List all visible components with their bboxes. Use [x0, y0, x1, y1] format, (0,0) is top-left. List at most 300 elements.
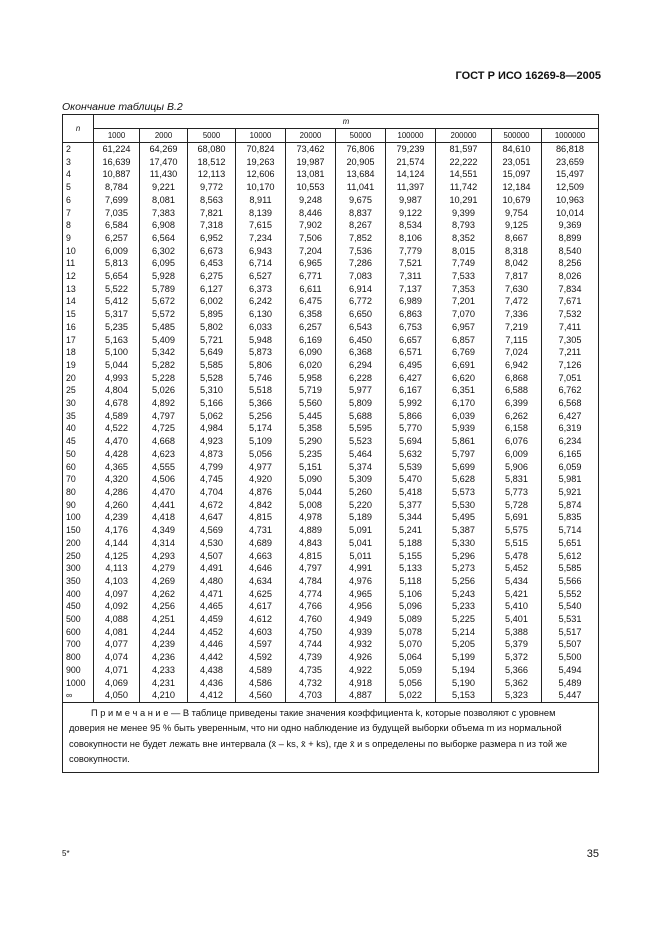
- table-cell: 5,572: [140, 308, 188, 321]
- table-cell: 5,409: [140, 334, 188, 347]
- table-cell: 4,555: [140, 461, 188, 474]
- row-label-n: 20: [63, 372, 94, 385]
- table-cell: 4,050: [94, 689, 140, 702]
- table-cell: 5,507: [542, 638, 599, 651]
- row-label-n: 17: [63, 334, 94, 347]
- table-cell: 5,797: [436, 448, 492, 461]
- table-cell: 6,090: [286, 346, 336, 359]
- table-cell: 4,442: [188, 651, 236, 664]
- column-header: 100000: [386, 129, 436, 143]
- table-cell: 10,887: [94, 168, 140, 181]
- table-cell: 7,779: [386, 245, 436, 258]
- row-label-n: 15: [63, 308, 94, 321]
- table-cell: 4,560: [236, 689, 286, 702]
- table-cell: 5,464: [336, 448, 386, 461]
- table-cell: 6,033: [236, 321, 286, 334]
- table-cell: 7,115: [492, 334, 542, 347]
- table-cell: 4,231: [140, 677, 188, 690]
- row-label-n: 12: [63, 270, 94, 283]
- table-cell: 6,957: [436, 321, 492, 334]
- table-cell: 13,684: [336, 168, 386, 181]
- table-cell: 6,588: [492, 384, 542, 397]
- column-header: 500000: [492, 129, 542, 143]
- table-cell: 5,090: [286, 473, 336, 486]
- table-cell: 5,809: [336, 397, 386, 410]
- row-label-n: 700: [63, 638, 94, 651]
- table-cell: 7,834: [542, 283, 599, 296]
- table-cell: 8,667: [492, 232, 542, 245]
- row-label-n: ∞: [63, 689, 94, 702]
- table-cell: 5,699: [436, 461, 492, 474]
- table-cell: 4,663: [236, 550, 286, 563]
- column-header-row: [63, 129, 599, 143]
- table-cell: 4,760: [286, 613, 336, 626]
- table-note: П р и м е ч а н и е — В таблице приведены такие значения коэффициента k, которые позволяют с уровнем доверия не менее 95 % быть уверенным, что ни одно наблюдение из будущей выборки объема m из нормальной совокупности не будет лежать вне интервала (x̄ – ks, x̄ + ks), где x̄ и s определены по выборке размера n из той же совокупности.: [63, 702, 599, 772]
- table-cell: 5,773: [492, 486, 542, 499]
- table-cell: 6,857: [436, 334, 492, 347]
- table-row: [63, 600, 599, 613]
- table-cell: 10,553: [286, 181, 336, 194]
- table-cell: 5,719: [286, 384, 336, 397]
- table-cell: 6,257: [286, 321, 336, 334]
- table-cell: 4,438: [188, 664, 236, 677]
- table-cell: 4,923: [188, 435, 236, 448]
- table-cell: 5,388: [492, 626, 542, 639]
- table-row: [63, 194, 599, 207]
- table-cell: 4,470: [140, 486, 188, 499]
- table-cell: 5,106: [386, 588, 436, 601]
- table-cell: 6,772: [336, 295, 386, 308]
- table-row: [63, 283, 599, 296]
- table-cell: 4,956: [336, 600, 386, 613]
- table-cell: 5,866: [386, 410, 436, 423]
- table-row: [63, 511, 599, 524]
- table-cell: 5,153: [436, 689, 492, 702]
- table-cell: 5,530: [436, 499, 492, 512]
- table-cell: 4,634: [236, 575, 286, 588]
- row-label-n: 4: [63, 168, 94, 181]
- table-cell: 5,500: [542, 651, 599, 664]
- table-cell: 5,531: [542, 613, 599, 626]
- table-cell: 5,714: [542, 524, 599, 537]
- table-cell: 5,628: [436, 473, 492, 486]
- table-cell: 9,369: [542, 219, 599, 232]
- table-row: [63, 295, 599, 308]
- table-cell: 4,088: [94, 613, 140, 626]
- table-cell: 4,286: [94, 486, 140, 499]
- table-row: [63, 664, 599, 677]
- table-cell: 6,228: [336, 372, 386, 385]
- table-row: [63, 156, 599, 169]
- table-cell: 5,118: [386, 575, 436, 588]
- table-cell: 4,842: [236, 499, 286, 512]
- sheet-mark: 5*: [62, 849, 70, 858]
- table-cell: 5,518: [236, 384, 286, 397]
- table-cell: 5,205: [436, 638, 492, 651]
- table-cell: 4,269: [140, 575, 188, 588]
- table-cell: 5,447: [542, 689, 599, 702]
- row-label-n: 7: [63, 207, 94, 220]
- table-cell: 5,194: [436, 664, 492, 677]
- table-cell: 8,256: [542, 257, 599, 270]
- row-label-n: 1000: [63, 677, 94, 690]
- table-cell: 5,056: [386, 677, 436, 690]
- table-cell: 5,921: [542, 486, 599, 499]
- table-cell: 6,319: [542, 422, 599, 435]
- column-header: 200000: [436, 129, 492, 143]
- col-group-header: m: [94, 115, 599, 129]
- table-cell: 4,597: [236, 638, 286, 651]
- table-cell: 4,766: [286, 600, 336, 613]
- table-cell: 20,905: [336, 156, 386, 169]
- table-cell: 5,366: [236, 397, 286, 410]
- table-cell: 5,906: [492, 461, 542, 474]
- table-cell: 4,418: [140, 511, 188, 524]
- table-cell: 6,170: [436, 397, 492, 410]
- table-cell: 4,428: [94, 448, 140, 461]
- table-cell: 6,020: [286, 359, 336, 372]
- table-cell: 4,069: [94, 677, 140, 690]
- table-row: [63, 346, 599, 359]
- table-row: [63, 651, 599, 664]
- table-cell: 5,228: [140, 372, 188, 385]
- table-cell: 73,462: [286, 143, 336, 156]
- table-cell: 5,310: [188, 384, 236, 397]
- table-cell: 4,470: [94, 435, 140, 448]
- table-cell: 5,632: [386, 448, 436, 461]
- row-label-n: 900: [63, 664, 94, 677]
- table-cell: 4,774: [286, 588, 336, 601]
- table-cell: 6,868: [492, 372, 542, 385]
- table-cell: 5,188: [386, 537, 436, 550]
- table-cell: 6,368: [336, 346, 386, 359]
- table-cell: 4,586: [236, 677, 286, 690]
- table-cell: 4,965: [336, 588, 386, 601]
- table-cell: 10,291: [436, 194, 492, 207]
- row-label-n: 19: [63, 359, 94, 372]
- table-cell: 5,214: [436, 626, 492, 639]
- table-row: [63, 257, 599, 270]
- table-cell: 5,062: [188, 410, 236, 423]
- table-cell: 5,044: [286, 486, 336, 499]
- table-cell: 6,130: [236, 308, 286, 321]
- table-cell: 6,571: [386, 346, 436, 359]
- table-cell: 10,170: [236, 181, 286, 194]
- table-cell: 4,365: [94, 461, 140, 474]
- table-cell: 4,993: [94, 372, 140, 385]
- table-cell: 5,412: [94, 295, 140, 308]
- table-cell: 5,421: [492, 588, 542, 601]
- row-label-n: 300: [63, 562, 94, 575]
- table-cell: 5,199: [436, 651, 492, 664]
- table-cell: 5,233: [436, 600, 492, 613]
- table-cell: 17,470: [140, 156, 188, 169]
- table-cell: 5,992: [386, 397, 436, 410]
- table-row: [63, 422, 599, 435]
- table-cell: 5,539: [386, 461, 436, 474]
- table-cell: 5,977: [336, 384, 386, 397]
- table-cell: 5,163: [94, 334, 140, 347]
- table-cell: 5,522: [94, 283, 140, 296]
- table-cell: 4,784: [286, 575, 336, 588]
- table-cell: 5,802: [188, 321, 236, 334]
- table-cell: 4,441: [140, 499, 188, 512]
- table-cell: 7,035: [94, 207, 140, 220]
- table-cell: 4,984: [188, 422, 236, 435]
- table-cell: 7,630: [492, 283, 542, 296]
- table-cell: 4,260: [94, 499, 140, 512]
- row-label-n: 800: [63, 651, 94, 664]
- row-label-n: 250: [63, 550, 94, 563]
- table-cell: 4,668: [140, 435, 188, 448]
- table-cell: 7,353: [436, 283, 492, 296]
- table-cell: 4,647: [188, 511, 236, 524]
- table-cell: 5,056: [236, 448, 286, 461]
- table-cell: 5,235: [286, 448, 336, 461]
- table-cell: 6,965: [286, 257, 336, 270]
- table-cell: 4,176: [94, 524, 140, 537]
- table-cell: 9,399: [436, 207, 492, 220]
- table-row: [63, 359, 599, 372]
- table-cell: 8,015: [436, 245, 492, 258]
- table-cell: 5,133: [386, 562, 436, 575]
- table-cell: 4,617: [236, 600, 286, 613]
- table-cell: 4,689: [236, 537, 286, 550]
- table-cell: 5,290: [286, 435, 336, 448]
- table-cell: 6,095: [140, 257, 188, 270]
- table-cell: 5,225: [436, 613, 492, 626]
- table-cell: 8,837: [336, 207, 386, 220]
- table-cell: 5,489: [542, 677, 599, 690]
- table-cell: 7,383: [140, 207, 188, 220]
- table-cell: 6,620: [436, 372, 492, 385]
- table-cell: 6,294: [336, 359, 386, 372]
- table-cell: 4,251: [140, 613, 188, 626]
- table-cell: 5,070: [386, 638, 436, 651]
- table-cell: 5,064: [386, 651, 436, 664]
- table-cell: 5,515: [492, 537, 542, 550]
- column-header: 50000: [336, 129, 386, 143]
- row-label-n: 35: [63, 410, 94, 423]
- table-cell: 6,076: [492, 435, 542, 448]
- table-cell: 9,987: [386, 194, 436, 207]
- table-cell: 4,589: [94, 410, 140, 423]
- table-cell: 21,574: [386, 156, 436, 169]
- table-cell: 5,243: [436, 588, 492, 601]
- table-cell: 8,352: [436, 232, 492, 245]
- table-cell: 7,536: [336, 245, 386, 258]
- table-cell: 4,873: [188, 448, 236, 461]
- table-cell: 4,892: [140, 397, 188, 410]
- table-cell: 4,815: [286, 550, 336, 563]
- table-cell: 15,497: [542, 168, 599, 181]
- table-cell: 12,606: [236, 168, 286, 181]
- table-cell: 5,323: [492, 689, 542, 702]
- table-cell: 9,675: [336, 194, 386, 207]
- table-cell: 5,078: [386, 626, 436, 639]
- column-header: 1000000: [542, 129, 599, 143]
- table-cell: 6,475: [286, 295, 336, 308]
- table-cell: 6,002: [188, 295, 236, 308]
- table-cell: 5,366: [492, 664, 542, 677]
- table-cell: 5,654: [94, 270, 140, 283]
- table-cell: 9,754: [492, 207, 542, 220]
- table-row: [63, 524, 599, 537]
- table-cell: 9,772: [188, 181, 236, 194]
- row-label-n: 18: [63, 346, 94, 359]
- table-cell: 7,201: [436, 295, 492, 308]
- row-label-n: 90: [63, 499, 94, 512]
- table-cell: 13,081: [286, 168, 336, 181]
- table-cell: 4,918: [336, 677, 386, 690]
- table-cell: 5,374: [336, 461, 386, 474]
- table-cell: 5,939: [436, 422, 492, 435]
- table-cell: 8,081: [140, 194, 188, 207]
- table-cell: 8,793: [436, 219, 492, 232]
- table-cell: 6,127: [188, 283, 236, 296]
- table-cell: 5,874: [542, 499, 599, 512]
- table-caption: Окончание таблицы В.2: [62, 101, 183, 113]
- table-cell: 4,731: [236, 524, 286, 537]
- table-row: [63, 562, 599, 575]
- table-cell: 5,282: [140, 359, 188, 372]
- table-cell: 4,144: [94, 537, 140, 550]
- table-cell: 4,314: [140, 537, 188, 550]
- table-cell: 5,928: [140, 270, 188, 283]
- table-cell: 5,091: [336, 524, 386, 537]
- row-label-n: 13: [63, 283, 94, 296]
- row-label-n: 6: [63, 194, 94, 207]
- table-cell: 4,932: [336, 638, 386, 651]
- table-cell: 4,735: [286, 664, 336, 677]
- table-row: [63, 219, 599, 232]
- table-row: [63, 232, 599, 245]
- table-cell: 5,523: [336, 435, 386, 448]
- column-header: 2000: [140, 129, 188, 143]
- table-cell: 6,427: [542, 410, 599, 423]
- table-row: [63, 270, 599, 283]
- table-cell: 5,273: [436, 562, 492, 575]
- table-cell: 5,566: [542, 575, 599, 588]
- row-label-n: 8: [63, 219, 94, 232]
- table-cell: 7,615: [236, 219, 286, 232]
- table-cell: 8,534: [386, 219, 436, 232]
- table-cell: 8,899: [542, 232, 599, 245]
- table-cell: 5,059: [386, 664, 436, 677]
- table-cell: 6,242: [236, 295, 286, 308]
- table-cell: 7,749: [436, 257, 492, 270]
- table-cell: 5,495: [436, 511, 492, 524]
- table-cell: 8,139: [236, 207, 286, 220]
- table-row: [63, 638, 599, 651]
- table-cell: 5,813: [94, 257, 140, 270]
- table-cell: 5,011: [336, 550, 386, 563]
- table-cell: 6,158: [492, 422, 542, 435]
- row-label-n: 70: [63, 473, 94, 486]
- table-cell: 5,022: [386, 689, 436, 702]
- table-cell: 10,679: [492, 194, 542, 207]
- table-cell: 5,552: [542, 588, 599, 601]
- row-label-n: 11: [63, 257, 94, 270]
- table-cell: 4,349: [140, 524, 188, 537]
- row-label-n: 600: [63, 626, 94, 639]
- table-cell: 8,911: [236, 194, 286, 207]
- table-cell: 10,963: [542, 194, 599, 207]
- table-cell: 5,026: [140, 384, 188, 397]
- table-cell: 4,293: [140, 550, 188, 563]
- row-label-n: 80: [63, 486, 94, 499]
- table-cell: 4,210: [140, 689, 188, 702]
- table-cell: 5,470: [386, 473, 436, 486]
- table-cell: 6,769: [436, 346, 492, 359]
- table-cell: 6,351: [436, 384, 492, 397]
- table-cell: 19,987: [286, 156, 336, 169]
- table-cell: 5,494: [542, 664, 599, 677]
- table-cell: 5,379: [492, 638, 542, 651]
- table-row: [63, 410, 599, 423]
- table-cell: 5,377: [386, 499, 436, 512]
- table-cell: 6,527: [236, 270, 286, 283]
- table-cell: 4,592: [236, 651, 286, 664]
- table-cell: 4,799: [188, 461, 236, 474]
- row-label-n: 150: [63, 524, 94, 537]
- column-header: 20000: [286, 129, 336, 143]
- table-cell: 8,026: [542, 270, 599, 283]
- table-row: [63, 613, 599, 626]
- table-cell: 7,234: [236, 232, 286, 245]
- table-cell: 4,256: [140, 600, 188, 613]
- table-row: [63, 499, 599, 512]
- table-cell: 81,597: [436, 143, 492, 156]
- table-row: [63, 372, 599, 385]
- table-cell: 7,083: [336, 270, 386, 283]
- table-cell: 76,806: [336, 143, 386, 156]
- table-row: [63, 461, 599, 474]
- column-header: 1000: [94, 129, 140, 143]
- table-row: [63, 575, 599, 588]
- table-cell: 23,659: [542, 156, 599, 169]
- table-cell: 7,305: [542, 334, 599, 347]
- table-cell: 4,926: [336, 651, 386, 664]
- table-cell: 4,233: [140, 664, 188, 677]
- table-cell: 6,039: [436, 410, 492, 423]
- table-cell: 5,260: [336, 486, 386, 499]
- table-cell: 18,512: [188, 156, 236, 169]
- column-header: 5000: [188, 129, 236, 143]
- table-cell: 4,876: [236, 486, 286, 499]
- table-cell: 4,922: [336, 664, 386, 677]
- table-row: [63, 537, 599, 550]
- table-cell: 5,235: [94, 321, 140, 334]
- table-cell: 9,221: [140, 181, 188, 194]
- table-cell: 6,009: [94, 245, 140, 258]
- table-cell: 5,835: [542, 511, 599, 524]
- table-cell: 5,330: [436, 537, 492, 550]
- row-label-n: 25: [63, 384, 94, 397]
- table-cell: 6,753: [386, 321, 436, 334]
- row-label-n: 50: [63, 448, 94, 461]
- table-cell: 5,688: [336, 410, 386, 423]
- table-row: [63, 473, 599, 486]
- table-cell: 4,092: [94, 600, 140, 613]
- table-cell: 5,109: [236, 435, 286, 448]
- table-cell: 6,952: [188, 232, 236, 245]
- table-cell: 5,789: [140, 283, 188, 296]
- table-cell: 23,051: [492, 156, 542, 169]
- table-cell: 4,279: [140, 562, 188, 575]
- table-row: [63, 397, 599, 410]
- table-cell: 4,530: [188, 537, 236, 550]
